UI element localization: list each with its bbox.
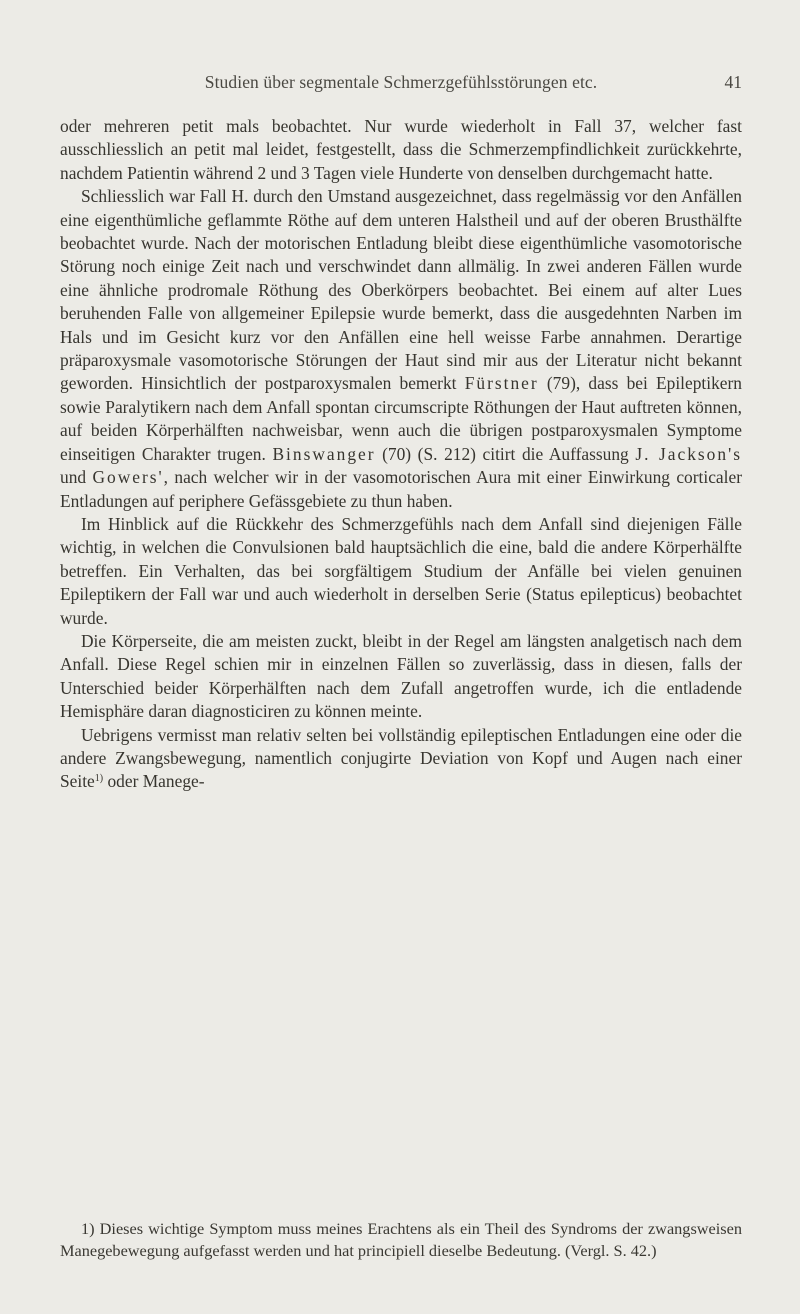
text-run: Die Körperseite, die am meisten zuckt, bleibt in der Regel am längsten analgetisch nach dem Anfall. Diese Regel schien mir in einzelnen Fällen so zuverlässig, dass in diesen, falls der Unterschied beider Körperhälften nach dem Zufall angetroffen wurde, ich die entladende Hemisphäre daran diagnosticiren zu können meinte.: [60, 630, 742, 722]
spaced-name: J. Jackson's: [635, 443, 742, 464]
spaced-name: Fürstner: [464, 373, 539, 394]
footnote: [60, 1218, 742, 1262]
spaced-name: Binswanger: [272, 443, 376, 464]
paragraph: [60, 513, 742, 630]
paragraph: [60, 724, 742, 794]
text-run: oder mehreren petit mals beobachtet. Nur wurde wiederholt in Fall 37, welcher fast ausschliesslich an petit mal leidet, festgestellt, dass die Schmerzempfindlichkeit zurückkehrte, nachdem Patientin während 2 und 3 Tagen viele Hunderte von denselben durchgemacht hatte.: [60, 116, 742, 183]
footnote-marker: 1): [94, 773, 104, 785]
paragraph: [60, 115, 742, 185]
paragraph: [60, 630, 742, 724]
text-run: Uebrigens vermisst man relativ selten bei vollständig epileptischen Entladungen eine oder die andere Zwangsbewegung, namentlich conjugirte Deviation von Kopf und Augen nach einer Seite: [60, 724, 742, 792]
page-number: 41: [724, 72, 742, 92]
paragraph: [60, 185, 742, 513]
text-run: und: [60, 467, 93, 488]
text-run: oder Manege-: [103, 771, 205, 792]
text-run: Im Hinblick auf die Rückkehr des Schmerzgefühls nach dem Anfall sind diejenigen Fälle wichtig, in welchen die Convulsionen bald hauptsächlich die eine, bald die andere Körperhälfte betreffen. Ein Verhalten, das bei sorgfältigem Studium der Anfälle bei vielen genuinen Epileptikern der Fall war und auch wiederholt in derselben Serie (Status epilepticus) beobachtet wurde.: [60, 513, 742, 628]
body-text: [60, 115, 742, 794]
text-run: (70) (S. 212) citirt die Auffassung: [375, 443, 636, 464]
footnote-text: 1) Dieses wichtige Symptom muss meines Erachtens als ein Theil des Syndroms der zwangsweisen Manegebewegung aufgefasst werden und hat principiell dieselbe Bedeutung. (Vergl. S. 42.): [60, 1219, 742, 1260]
text-run: , nach welcher wir in der vasomotorischen Aura mit einer Einwirkung corticaler Entladungen auf periphere Gefässgebiete zu thun haben.: [60, 467, 742, 511]
text-run: (79), dass bei Epileptikern sowie Paralytikern nach dem Anfall spontan circumscripte Röthungen der Haut auftreten können, auf beiden Körperhälften nachweisbar, wenn auch die übrigen postparoxysmalen Symptome einseitigen Charakter trugen.: [60, 373, 742, 464]
text-run: Schliesslich war Fall H. durch den Umstand ausgezeichnet, dass regelmässig vor den Anfällen eine eigenthümliche geflammte Röthe auf dem unteren Halstheil und auf der oberen Brusthälfte beobachtet wurde. Nach der motorischen Entladung bleibt diese eigenthümliche vasomotorische Störung noch einige Zeit nach und verschwindet dann allmälig. In zwei anderen Fällen wurde eine ähnliche prodromale Röthung des Oberkörpers beobachtet. Bei einem auf alter Lues beruhenden Falle von allgemeiner Epilepsie wurde bemerkt, dass die ausgedehnten Narben im Hals und im Gesicht kurz vor den Anfällen eine hell weisse Farbe annahmen. Derartige präparoxysmale vasomotorische Störungen der Haut sind mir aus der Literatur nicht bekannt geworden. Hinsichtlich der postparoxysmalen bemerkt: [60, 186, 742, 394]
spaced-name: Gowers': [92, 467, 164, 488]
page-header: [60, 72, 742, 98]
running-head: Studien über segmentale Schmerzgefühlsstörungen etc.: [204, 72, 598, 92]
